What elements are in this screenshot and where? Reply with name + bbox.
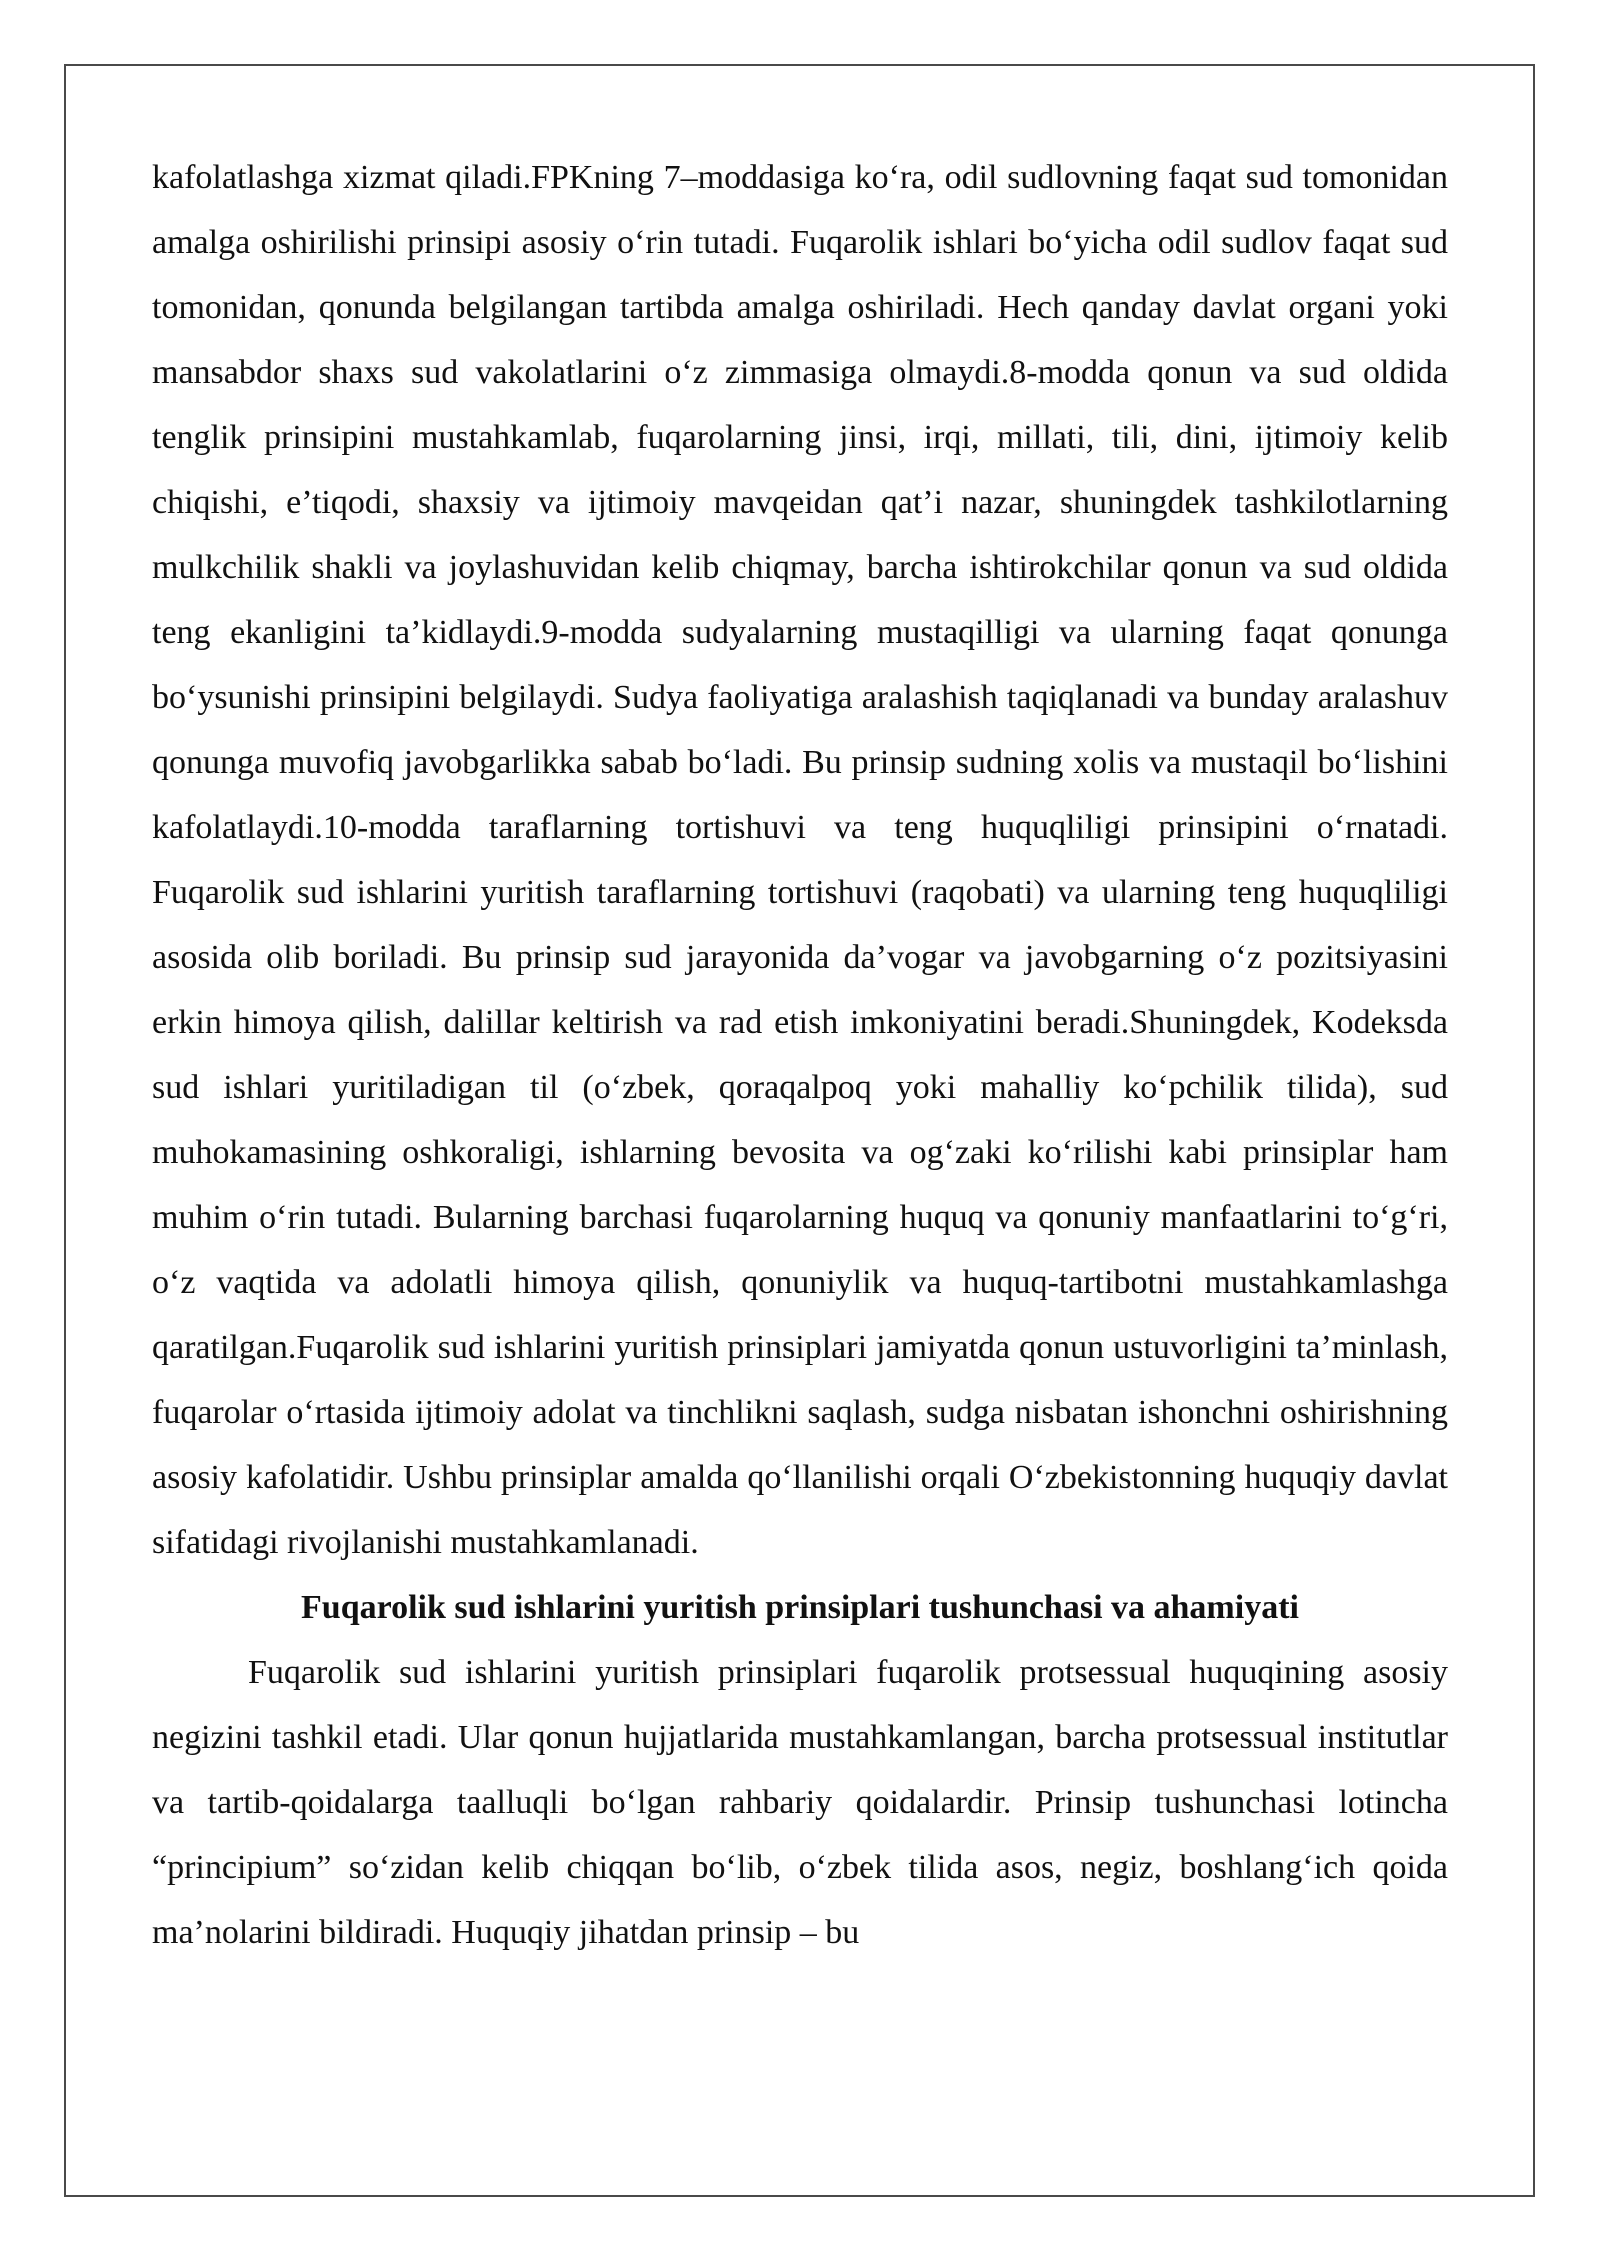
body-paragraph-2: Fuqarolik sud ishlarini yuritish prinsiplari fuqarolik protsessual huquqining asosiy negizini tashkil etadi. Ular qonun hujjatlarida mustahkamlangan, barcha protsessual institutlar va tartib-qoidalarga taalluqli boʻlgan rahbariy qoidalardir. Prinsip tushunchasi lotincha “principium” soʻzidan kelib chiqqan boʻlib, oʻzbek tilida asos, negiz, boshlangʻich qoida ma’nolarini bildiradi. Huquqiy jihatdan prinsip – bu [152,1654,1448,1951]
document-body [152,145,1448,1965]
section-heading: Fuqarolik sud ishlarini yuritish prinsiplari tushunchasi va ahamiyati [301,1589,1299,1626]
body-paragraph-1: kafolatlashga xizmat qiladi.FPKning 7–moddasiga koʻra, odil sudlovning faqat sud tomonidan amalga oshirilishi prinsipi asosiy oʻrin tutadi. Fuqarolik ishlari boʻyicha odil sudlov faqat sud tomonidan, qonunda belgilangan tartibda amalga oshiriladi. Hech qanday davlat organi yoki mansabdor shaxs sud vakolatlarini oʻz zimmasiga olmaydi.8-modda qonun va sud oldida tenglik prinsipini mustahkamlab, fuqarolarning jinsi, irqi, millati, tili, dini, ijtimoiy kelib chiqishi, e’tiqodi, shaxsiy va ijtimoiy mavqeidan qat’i nazar, shuningdek tashkilotlarning mulkchilik shakli va joylashuvidan kelib chiqmay, barcha ishtirokchilar qonun va sud oldida teng ekanligini ta’kidlaydi.9-modda sudyalarning mustaqilligi va ularning faqat qonunga boʻysunishi prinsipini belgilaydi. Sudya faoliyatiga aralashish taqiqlanadi va bunday aralashuv qonunga muvofiq javobgarlikka sabab boʻladi. Bu prinsip sudning xolis va mustaqil boʻlishini kafolatlaydi.10-modda taraflarning tortishuvi va teng huquqliligi prinsipini oʻrnatadi. Fuqarolik sud ishlarini yuritish taraflarning tortishuvi (raqobati) va ularning teng huquqliligi asosida olib boriladi. Bu prinsip sud jarayonida da’vogar va javobgarning oʻz pozitsiyasini erkin himoya qilish, dalillar keltirish va rad etish imkoniyatini beradi.Shuningdek, Kodeksda sud ishlari yuritiladigan til (oʻzbek, qoraqalpoq yoki mahalliy koʻpchilik tilida), sud muhokamasining oshkoraligi, ishlarning bevosita va ogʻzaki koʻrilishi kabi prinsiplar ham muhim oʻrin tutadi. Bularning barchasi fuqarolarning huquq va qonuniy manfaatlarini toʻgʻri, oʻz vaqtida va adolatli himoya qilish, qonuniylik va huquq-tartibotni mustahkamlashga qaratilgan.Fuqarolik sud ishlarini yuritish prinsiplari jamiyatda qonun ustuvorligini ta’minlash, fuqarolar oʻrtasida ijtimoiy adolat va tinchlikni saqlash, sudga nisbatan ishonchni oshirishning asosiy kafolatidir. Ushbu prinsiplar amalda qoʻllanilishi orqali Oʻzbekistonning huquqiy davlat sifatidagi rivojlanishi mustahkamlanadi. [152,159,1448,1561]
